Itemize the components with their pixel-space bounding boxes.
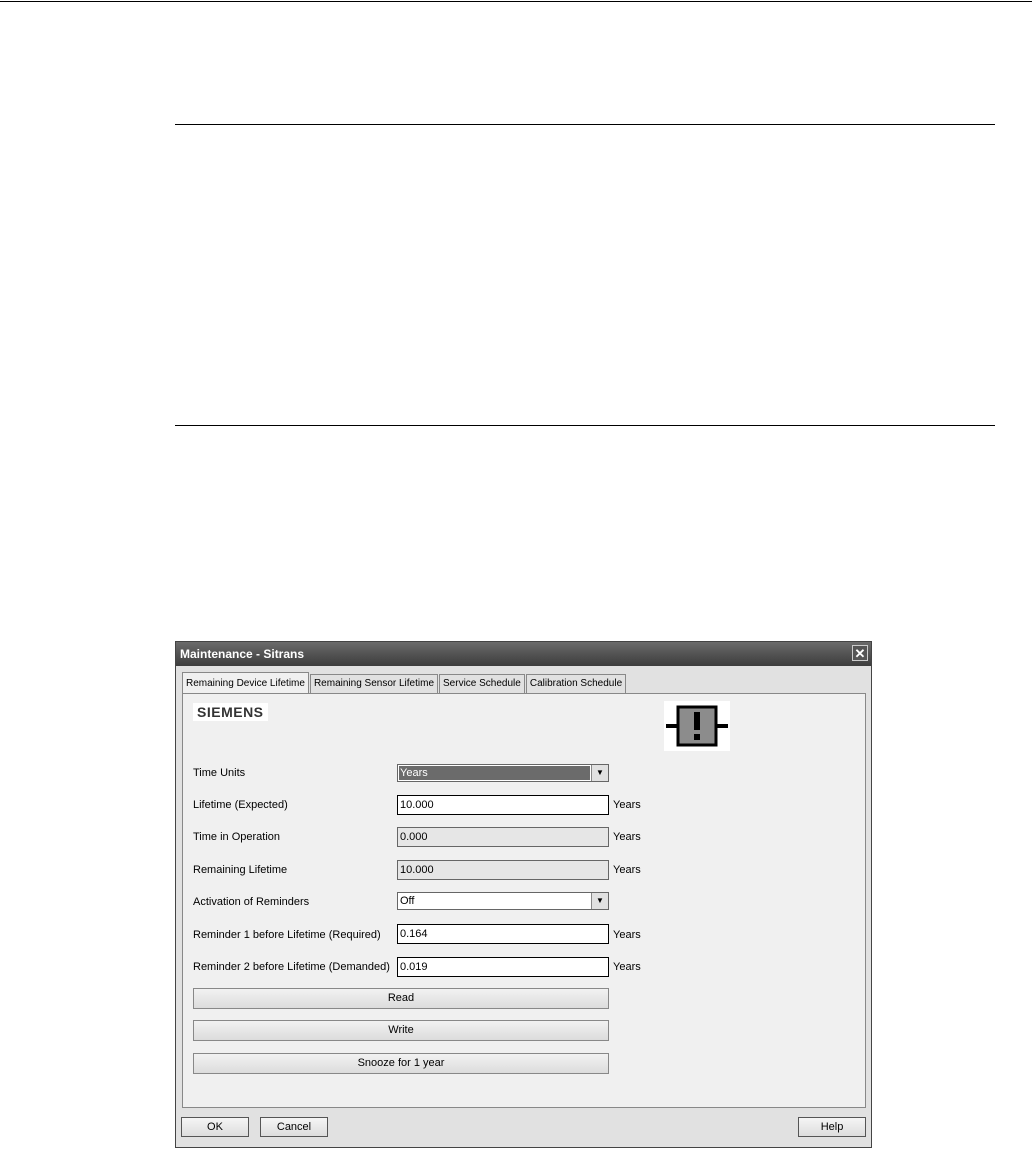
tab-remaining-sensor-lifetime[interactable]: Remaining Sensor Lifetime xyxy=(310,674,438,693)
remaining-lifetime-field: 10.000 xyxy=(397,860,609,880)
reminder1-label: Reminder 1 before Lifetime (Required) xyxy=(193,929,381,941)
remaining-lifetime-unit: Years xyxy=(613,864,641,876)
tab-remaining-device-lifetime[interactable]: Remaining Device Lifetime xyxy=(182,672,309,693)
activation-select[interactable] xyxy=(397,892,609,910)
section-bottom-rule xyxy=(175,425,995,426)
maintenance-dialog xyxy=(175,641,872,1148)
dialog-title-bar xyxy=(176,642,871,666)
cancel-button[interactable]: Cancel xyxy=(260,1117,328,1137)
close-button[interactable] xyxy=(852,645,868,661)
time-units-select[interactable] xyxy=(397,764,609,782)
time-in-operation-field: 0.000 xyxy=(397,827,609,847)
reminder1-unit: Years xyxy=(613,929,641,941)
time-in-operation-unit: Years xyxy=(613,831,641,843)
reminder2-input[interactable]: 0.019 xyxy=(397,957,609,977)
read-button[interactable]: Read xyxy=(193,988,609,1009)
tab-calibration-schedule[interactable]: Calibration Schedule xyxy=(526,674,626,693)
reminder2-label: Reminder 2 before Lifetime (Demanded) xyxy=(193,961,390,973)
write-button[interactable]: Write xyxy=(193,1020,609,1041)
close-icon: ✕ xyxy=(854,646,866,661)
lifetime-expected-unit: Years xyxy=(613,799,641,811)
lifetime-expected-label: Lifetime (Expected) xyxy=(193,799,288,811)
reminder2-unit: Years xyxy=(613,961,641,973)
activation-value: Off xyxy=(400,895,415,907)
time-units-label: Time Units xyxy=(193,767,246,779)
help-button[interactable]: Help xyxy=(798,1117,866,1137)
tab-service-schedule[interactable]: Service Schedule xyxy=(439,674,525,693)
snooze-button[interactable]: Snooze for 1 year xyxy=(193,1053,609,1074)
chevron-down-icon[interactable]: ▼ xyxy=(591,893,608,909)
dialog-title: Maintenance - Sitrans xyxy=(180,647,305,661)
time-units-value: Years xyxy=(399,766,590,780)
reminder1-input[interactable]: 0.164 xyxy=(397,924,609,944)
ok-button[interactable]: OK xyxy=(181,1117,249,1137)
siemens-logo: SIEMENS xyxy=(193,703,268,721)
lifetime-expected-input[interactable]: 10.000 xyxy=(397,795,609,815)
chevron-down-icon[interactable]: ▼ xyxy=(591,765,608,781)
tab-panel xyxy=(182,693,866,1108)
maintenance-alarm-icon xyxy=(664,701,730,751)
section-top-rule xyxy=(175,124,995,125)
time-in-operation-label: Time in Operation xyxy=(193,831,281,843)
remaining-lifetime-label: Remaining Lifetime xyxy=(193,864,288,876)
activation-label: Activation of Reminders xyxy=(193,896,310,908)
page-top-rule xyxy=(0,1,1032,2)
tab-bar xyxy=(182,674,627,693)
